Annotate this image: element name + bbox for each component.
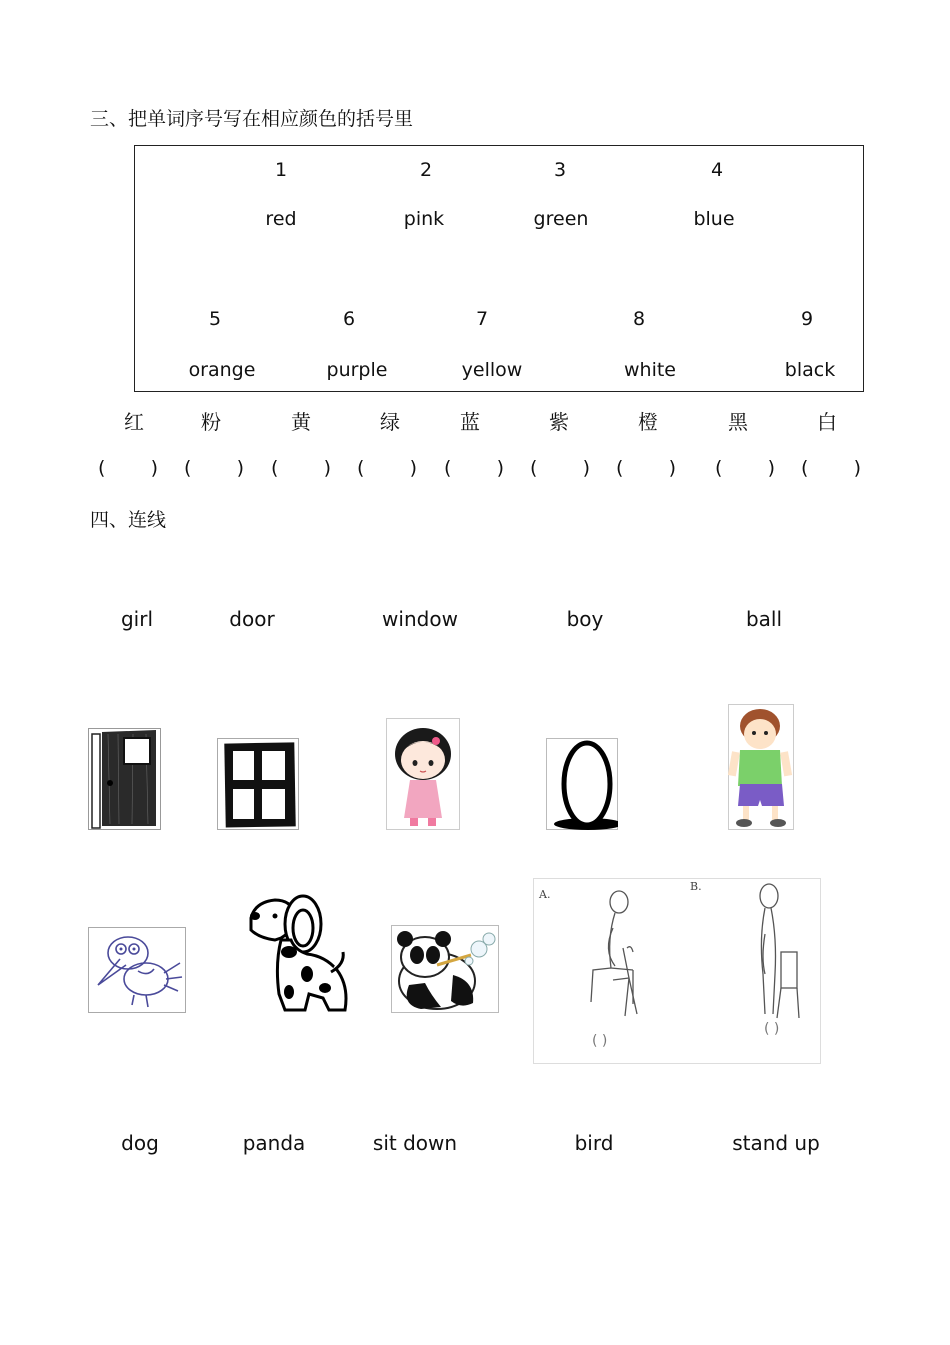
paren-close: ) — [582, 457, 590, 479]
word-number: 2 — [419, 159, 433, 181]
answer-blank[interactable] — [530, 457, 590, 479]
bird-icon[interactable] — [88, 927, 186, 1013]
word-number: 5 — [208, 308, 222, 330]
paren-open: ( — [444, 457, 452, 479]
paren-close: ) — [150, 457, 158, 479]
answer-blank[interactable] — [801, 457, 861, 479]
label-door[interactable]: door — [229, 607, 275, 631]
word-purple: purple — [326, 359, 388, 381]
answer-blank[interactable] — [271, 457, 331, 479]
option-b-blank[interactable]: ( ) — [764, 1021, 780, 1037]
color-cn-blue: 蓝 — [460, 410, 480, 434]
word-number: 4 — [710, 159, 724, 181]
paren-open: ( — [184, 457, 192, 479]
label-girl[interactable]: girl — [120, 607, 154, 631]
word-number: 9 — [800, 308, 814, 330]
paren-open: ( — [271, 457, 279, 479]
label-panda[interactable]: panda — [242, 1131, 306, 1155]
paren-close: ) — [496, 457, 504, 479]
word-number: 6 — [342, 308, 356, 330]
paren-open: ( — [801, 457, 809, 479]
paren-open: ( — [357, 457, 365, 479]
word-pink: pink — [403, 208, 445, 230]
paren-close: ) — [409, 457, 417, 479]
word-black: black — [784, 359, 836, 381]
ball-icon[interactable] — [546, 738, 618, 830]
paren-open: ( — [530, 457, 538, 479]
section3-title: 三、把单词序号写在相应颜色的括号里 — [90, 108, 414, 130]
paren-close: ) — [236, 457, 244, 479]
color-cn-green: 绿 — [380, 410, 400, 434]
label-window[interactable]: window — [382, 607, 458, 631]
word-number: 7 — [475, 308, 489, 330]
word-number: 8 — [632, 308, 646, 330]
word-green: green — [533, 208, 589, 230]
paren-close: ) — [323, 457, 331, 479]
section4-title: 四、连线 — [90, 509, 167, 531]
word-white: white — [624, 359, 676, 381]
label-bird[interactable]: bird — [574, 1131, 614, 1155]
color-cn-black: 黑 — [728, 410, 748, 434]
option-a-blank[interactable]: ( ) — [592, 1033, 608, 1049]
color-cn-purple: 紫 — [549, 410, 569, 434]
answer-blank[interactable] — [616, 457, 676, 479]
window-icon[interactable] — [217, 738, 299, 830]
girl-icon[interactable] — [386, 718, 460, 830]
paren-open: ( — [715, 457, 723, 479]
label-ball[interactable]: ball — [745, 607, 783, 631]
word-number: 3 — [553, 159, 567, 181]
door-icon[interactable] — [88, 728, 161, 830]
word-orange: orange — [188, 359, 256, 381]
answer-blank[interactable] — [184, 457, 244, 479]
word-yellow: yellow — [461, 359, 523, 381]
word-number: 1 — [274, 159, 288, 181]
color-cn-orange: 橙 — [638, 410, 658, 434]
answer-blank[interactable] — [444, 457, 504, 479]
option-a-label: A. — [539, 888, 551, 901]
panda-icon[interactable] — [391, 925, 499, 1013]
word-blue: blue — [693, 208, 735, 230]
paren-open: ( — [98, 457, 106, 479]
answer-blank[interactable] — [98, 457, 158, 479]
word-box — [134, 145, 864, 392]
label-boy[interactable]: boy — [566, 607, 604, 631]
answer-blank[interactable] — [357, 457, 417, 479]
color-cn-pink: 粉 — [201, 410, 221, 434]
label-sit-down[interactable]: sit down — [372, 1131, 458, 1155]
answer-blank[interactable] — [715, 457, 775, 479]
paren-open: ( — [616, 457, 624, 479]
option-b-label: B. — [690, 880, 702, 893]
label-dog[interactable]: dog — [121, 1131, 159, 1155]
boy-icon[interactable] — [728, 704, 794, 830]
color-cn-yellow: 黄 — [291, 410, 311, 434]
paren-close: ) — [853, 457, 861, 479]
paren-close: ) — [767, 457, 775, 479]
label-stand-up[interactable]: stand up — [732, 1131, 820, 1155]
word-red: red — [265, 208, 297, 230]
color-cn-red: 红 — [124, 410, 144, 434]
color-cn-white: 白 — [817, 410, 837, 434]
dog-icon[interactable] — [245, 894, 349, 1014]
paren-close: ) — [668, 457, 676, 479]
